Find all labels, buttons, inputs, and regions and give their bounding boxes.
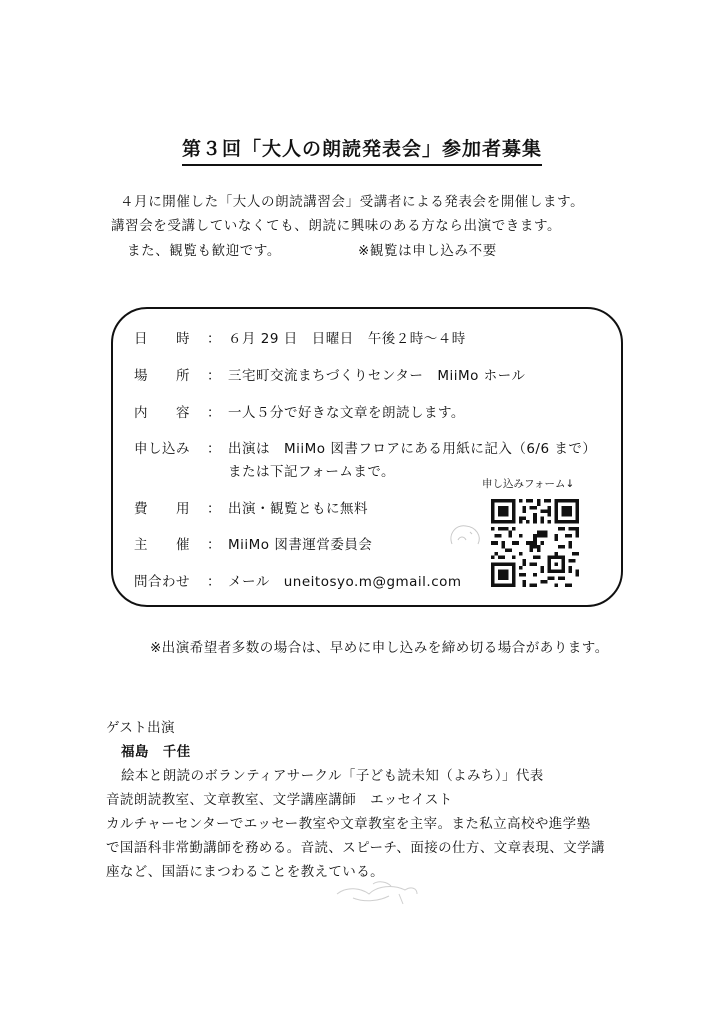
- guest-bio-line-4: で国語科非常勤講師を務める。音読、スピーチ、面接の仕方、文章表現、文学講: [106, 840, 605, 856]
- detail-row-host: [134, 533, 372, 553]
- detail-row-contact: [134, 570, 462, 590]
- guest-heading: ゲスト出演: [106, 720, 175, 736]
- colon: ：: [207, 368, 221, 384]
- colon: ：: [207, 501, 221, 517]
- detail-row-content: [134, 401, 465, 421]
- host-label: 主 催: [134, 537, 190, 553]
- date-value: ６月 29 日 日曜日 午後２時～４時: [228, 331, 466, 347]
- fee-label: 費 用: [134, 501, 190, 517]
- place-value: 三宅町交流まちづくりセンター MiiMo ホール: [228, 368, 526, 384]
- intro-line-3: また、観覧も歓迎です。: [127, 243, 282, 259]
- application-form-qr-code[interactable]: [491, 499, 579, 587]
- page-title: 第３回「大人の朗読発表会」参加者募集: [182, 134, 542, 166]
- guest-bio-line-2: 音読朗読教室、文章教室、文学講座講師 エッセイスト: [106, 792, 453, 808]
- content-label: 内 容: [134, 405, 190, 421]
- colon: ：: [207, 537, 221, 553]
- detail-row-fee: [134, 497, 368, 517]
- intro-line-1: ４月に開催した「大人の朗読講習会」受講者による発表会を開催します。: [120, 194, 585, 210]
- detail-row-place: [134, 364, 525, 384]
- apply-value: 出演は MiiMo 図書フロアにある用紙に記入（6/6 まで）: [228, 441, 597, 457]
- qr-label: 申し込みフォーム↓: [482, 478, 575, 490]
- date-label: 日 時: [134, 331, 190, 347]
- detail-row-date: [134, 327, 466, 347]
- host-value: MiiMo 図書運営委員会: [228, 537, 373, 553]
- contact-label: 問合わせ: [134, 574, 190, 590]
- decorative-doodle-icon: [446, 518, 486, 552]
- fee-value: 出演・観覧ともに無料: [228, 501, 368, 517]
- detail-row-apply: [134, 437, 596, 457]
- apply-value-line-2: または下記フォームまで。: [228, 464, 396, 480]
- content-value: 一人５分で好きな文章を朗読します。: [228, 405, 465, 421]
- closing-note: ※出演希望者多数の場合は、早めに申し込みを締め切る場合があります。: [150, 640, 609, 656]
- contact-value: メール uneitosyo.m@gmail.com: [228, 574, 462, 590]
- colon: ：: [207, 331, 221, 347]
- colon: ：: [207, 405, 221, 421]
- page-title-wrap: [0, 134, 724, 166]
- intro-line-2: 講習会を受講していなくても、朗読に興味のある方なら出演できます。: [111, 218, 562, 234]
- place-label: 場 所: [134, 368, 190, 384]
- apply-label: 申し込み: [134, 441, 190, 457]
- intro-note: ※観覧は申し込み不要: [358, 243, 497, 259]
- guest-bio-line-5: 座など、国語にまつわることを教えている。: [106, 864, 384, 880]
- guest-bio-line-1: 絵本と朗読のボランティアサークル「子ども読未知（よみち）」代表: [121, 768, 544, 784]
- guest-bio-line-3: カルチャーセンターでエッセー教室や文章教室を主宰。また私立高校や進学塾: [106, 816, 591, 832]
- guest-name: 福島 千佳: [121, 744, 191, 760]
- colon: ：: [207, 441, 221, 457]
- colon: ：: [207, 574, 221, 590]
- decorative-bird-doodle-icon: [333, 876, 421, 910]
